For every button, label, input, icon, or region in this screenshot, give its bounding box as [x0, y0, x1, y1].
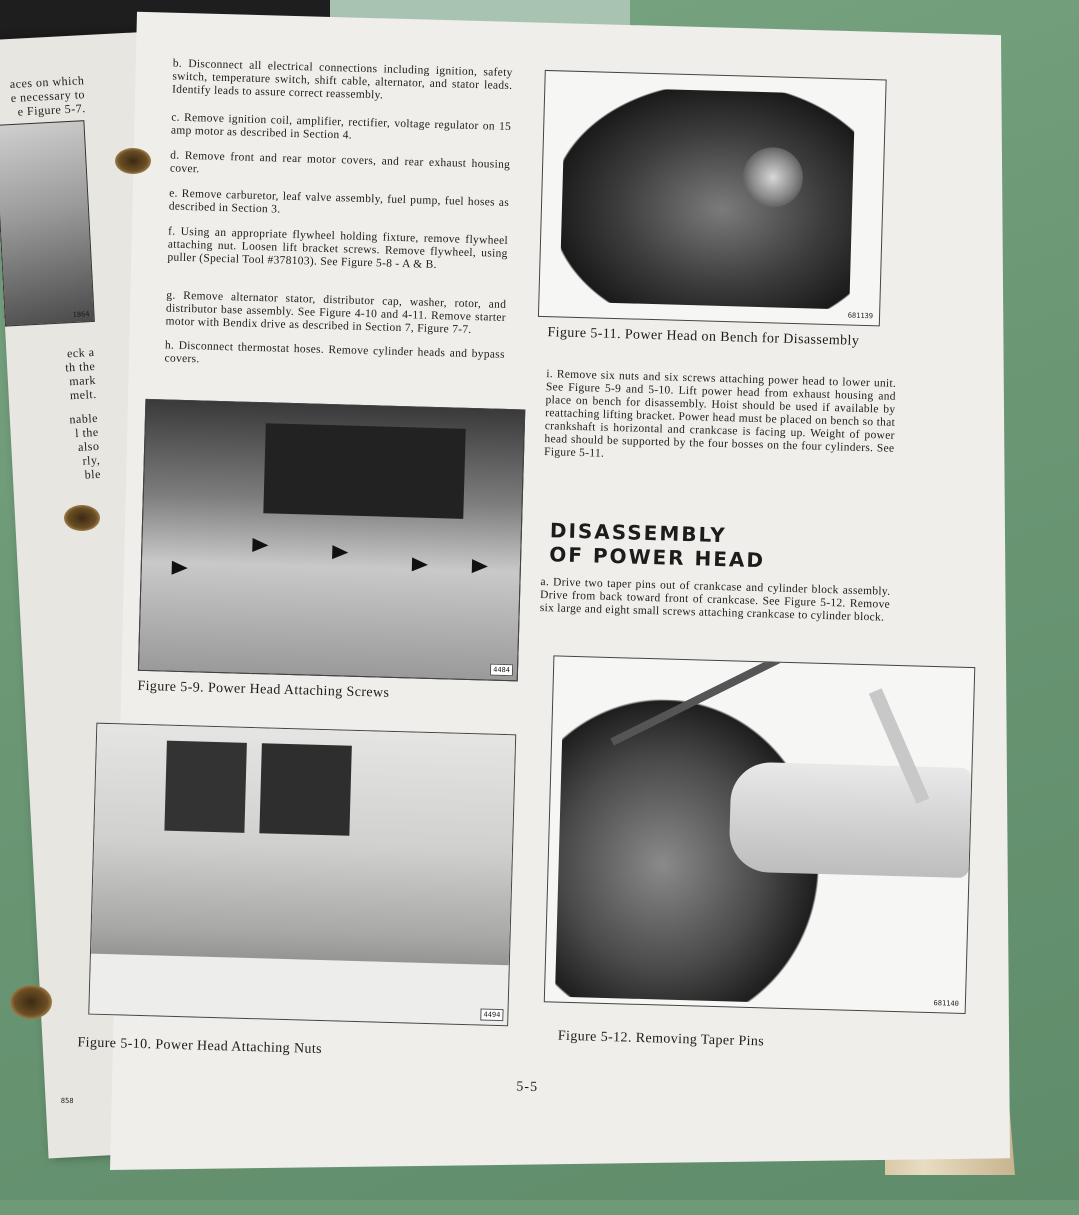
left-text-line: mark — [68, 372, 97, 389]
arrow-icon — [472, 559, 488, 573]
left-text-line: aces on which — [9, 73, 85, 92]
left-text-line: rly, — [82, 452, 101, 468]
page-code: 858 — [60, 1096, 74, 1106]
arrow-icon — [252, 538, 268, 552]
left-photo-number: 1864 — [72, 310, 90, 320]
figure-5-12-caption: Figure 5-12. Removing Taper Pins — [557, 1028, 765, 1050]
figure-5-12-number: 681140 — [933, 999, 959, 1008]
left-text-line: e necessary to — [10, 87, 86, 105]
left-text-line: also — [77, 438, 100, 454]
step-f: f. Using an appropriate flywheel holding fixture, remove flywheel attaching nut. Loosen lift bracket screws. Remove flywheel, using puller (Special Tool #378103). See Figure 5-8 - A & B. — [167, 225, 509, 271]
exhaust-housing-shape — [263, 423, 465, 519]
step-e: e. Remove carburetor, leaf valve assembly, fuel pump, fuel hoses as described in Section 3. — [168, 187, 510, 216]
left-text-line: ble — [84, 466, 102, 482]
page-number: 5-5 — [516, 1079, 539, 1096]
cylinder-port-shape — [259, 743, 351, 835]
figure-5-9-caption: Figure 5-9. Power Head Attaching Screws — [137, 678, 390, 701]
figure-5-12-photo — [544, 655, 976, 1014]
left-text-line: l the — [74, 424, 100, 441]
section-heading — [549, 518, 766, 572]
heading-line-2: OF POWER HEAD — [548, 542, 766, 573]
arrow-icon — [172, 561, 188, 575]
figure-5-11-caption: Figure 5-11. Power Head on Bench for Disassembly — [547, 325, 860, 349]
figure-5-11-number: 681139 — [847, 311, 874, 321]
figure-5-10-number: 4494 — [480, 1009, 503, 1022]
step-c: c. Remove ignition coil, amplifier, rectifier, voltage regulator on 15 amp motor as described in Section 4. — [170, 111, 512, 142]
heading-line-1: DISASSEMBLY — [549, 518, 727, 548]
left-text-line: e Figure 5-7. — [17, 101, 87, 119]
power-head-on-bench-image — [559, 87, 855, 310]
step-i: i. Remove six nuts and six screws attaching power head to lower unit. See Figure 5-9 and 5-10. Lift power head from exhaust housing and place on bench for disassembly. Hoist should be used if available by reattaching lifting bracket. Power head must be placed on bench so that crankshaft is horizontal and crankcase is facing up. Weight of power head should be supported by the four bosses on the four cylinders. See Figure 5-11. — [543, 368, 897, 460]
left-text-line: nable — [69, 410, 99, 427]
hand-and-arm — [728, 761, 971, 878]
step-h: h. Disconnect thermostat hoses. Remove cylinder heads and bypass covers. — [164, 339, 505, 366]
step-a: a. Drive two taper pins out of crankcase and cylinder block assembly. Drive from back toward front of crankcase. See Figure 5-12. Remove six large and eight small screws attaching crankcase to cylinder block. — [539, 576, 891, 624]
figure-5-9-number: 4484 — [490, 664, 513, 677]
step-b: b. Disconnect all electrical connections including ignition, safety switch, temperature switch, shift cable, alternator, and stator leads. Identify leads to assure correct reassembly. — [171, 57, 513, 102]
arrow-icon — [412, 557, 428, 571]
step-d: d. Remove front and rear motor covers, and rear exhaust housing cover. — [169, 149, 511, 176]
figure-5-10-caption: Figure 5-10. Power Head Attaching Nuts — [77, 1035, 323, 1058]
figure-5-10-photo — [88, 723, 516, 1027]
bench-surface — [89, 954, 509, 1026]
step-g: g. Remove alternator stator, distributor cap, washer, rotor, and distributor base assembly. See Figure 4-10 and 4-11. Remove starter motor with Bendix drive as described in Section 7, Figure 7-7. — [165, 289, 507, 336]
cylinder-port-shape — [164, 741, 246, 833]
arrow-icon — [332, 545, 348, 559]
figure-5-9-photo — [138, 399, 525, 682]
figure-5-11-photo — [538, 70, 887, 326]
left-text-line: th the — [64, 358, 96, 375]
left-text-line: melt. — [69, 386, 98, 403]
left-text-line: eck a — [66, 344, 95, 361]
